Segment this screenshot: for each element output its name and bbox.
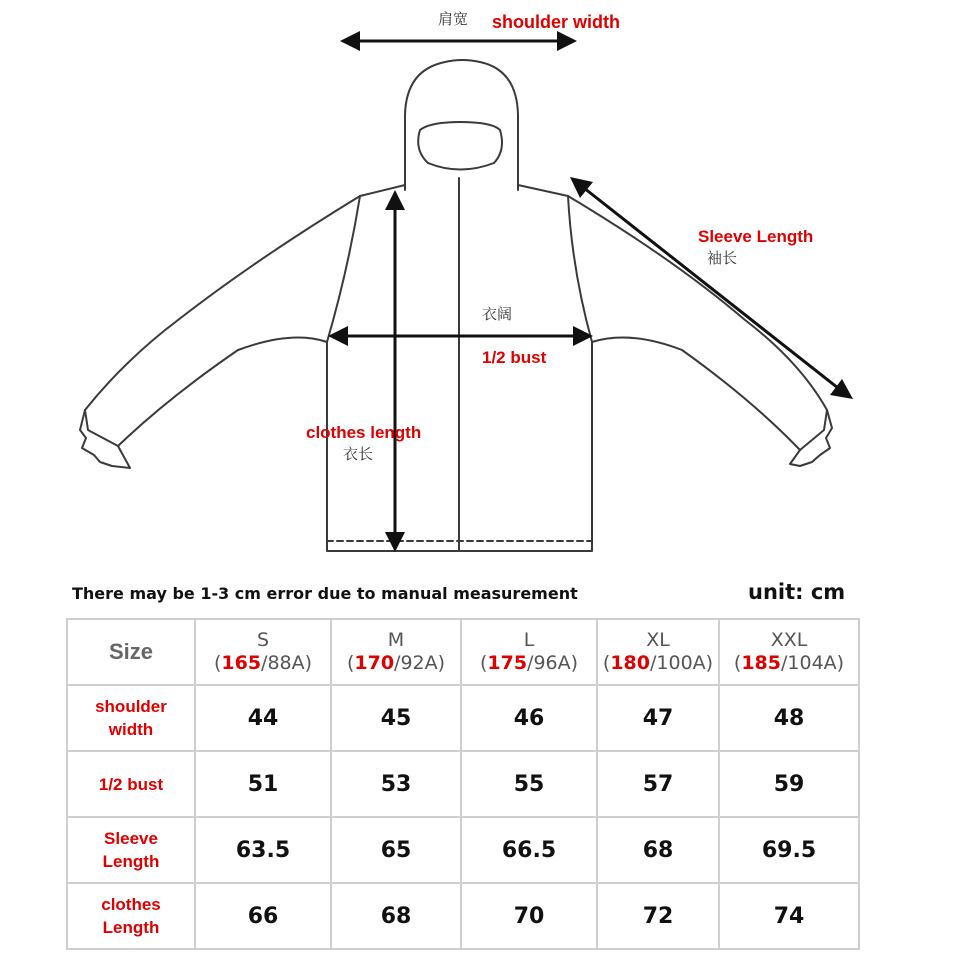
bust-cn-label: 衣阔 bbox=[482, 305, 513, 323]
row-label-clothes-length bbox=[67, 883, 195, 949]
table-cell: 63.5 bbox=[195, 817, 331, 883]
bust-arrowhead-right bbox=[573, 326, 593, 346]
hood-face-opening bbox=[418, 122, 502, 170]
sleeve-arrowhead-top bbox=[570, 177, 593, 198]
table-cell: 68 bbox=[597, 817, 719, 883]
table-cell: 45 bbox=[331, 685, 461, 751]
size-column-xxl bbox=[719, 619, 859, 685]
table-cell: 66 bbox=[195, 883, 331, 949]
table-row bbox=[67, 751, 859, 817]
size-height: 185 bbox=[741, 652, 781, 674]
table-cell: 44 bbox=[195, 685, 331, 751]
size-column-s bbox=[195, 619, 331, 685]
shoulder-width-label: shoulder width bbox=[492, 12, 620, 32]
sleeve-arrowhead-bottom bbox=[830, 379, 853, 399]
size-name: L bbox=[523, 629, 535, 651]
table-cell: 65 bbox=[331, 817, 461, 883]
table-cell: 57 bbox=[597, 751, 719, 817]
size-height: 170 bbox=[354, 652, 395, 674]
left-sleeve-outline bbox=[85, 196, 360, 446]
size-code: (185/104A) bbox=[733, 652, 845, 674]
size-bust-code: /96A) bbox=[527, 652, 579, 674]
shoulder-line-left bbox=[360, 185, 405, 196]
size-name: XXL bbox=[770, 629, 808, 651]
size-height: 180 bbox=[610, 652, 650, 674]
shoulder-line-right bbox=[518, 185, 568, 196]
row-label-line: 1/2 bust bbox=[98, 774, 164, 794]
measurement-error-note: There may be 1-3 cm error due to manual measurement bbox=[72, 584, 578, 603]
size-column-l bbox=[461, 619, 597, 685]
size-code: (180/100A) bbox=[602, 652, 714, 674]
table-cell: 48 bbox=[719, 685, 859, 751]
row-label-line: Length bbox=[102, 852, 160, 871]
sleeve-length-label: Sleeve Length bbox=[698, 227, 814, 246]
size-bust-code: /88A) bbox=[261, 652, 313, 674]
clothes-length-label: clothes length bbox=[306, 423, 422, 442]
table-cell: 74 bbox=[719, 883, 859, 949]
table-cell: 68 bbox=[331, 883, 461, 949]
shoulder-width-cn-label: 肩宽 bbox=[438, 10, 469, 28]
size-code: (170/92A) bbox=[346, 652, 446, 674]
row-label-shoulder-width bbox=[67, 685, 195, 751]
size-bust-code: /100A) bbox=[650, 652, 714, 674]
size-name: M bbox=[387, 629, 405, 651]
table-row bbox=[67, 883, 859, 949]
clothes-length-cn-label: 衣长 bbox=[343, 445, 374, 463]
size-chart-table bbox=[66, 618, 860, 950]
table-cell: 47 bbox=[597, 685, 719, 751]
size-bust-code: /104A) bbox=[781, 652, 845, 674]
hood-outline bbox=[405, 60, 518, 190]
size-header: Size bbox=[67, 619, 195, 685]
row-label-line: clothes bbox=[101, 895, 161, 914]
row-label-line: Length bbox=[102, 918, 160, 937]
table-row bbox=[67, 817, 859, 883]
table-cell: 51 bbox=[195, 751, 331, 817]
bust-label: 1/2 bust bbox=[482, 348, 547, 367]
table-header-row bbox=[67, 619, 859, 685]
table-cell: 70 bbox=[461, 883, 597, 949]
table-cell: 53 bbox=[331, 751, 461, 817]
shoulder-arrowhead-left bbox=[340, 31, 360, 51]
row-label-bust bbox=[67, 751, 195, 817]
table-cell: 69.5 bbox=[719, 817, 859, 883]
shoulder-arrowhead-right bbox=[557, 31, 577, 51]
table-cell: 72 bbox=[597, 883, 719, 949]
row-label-line: width bbox=[108, 720, 154, 739]
table-cell: 66.5 bbox=[461, 817, 597, 883]
row-label-sleeve-length bbox=[67, 817, 195, 883]
size-code: (175/96A) bbox=[479, 652, 579, 674]
size-column-m bbox=[331, 619, 461, 685]
row-label-line: shoulder bbox=[95, 697, 167, 716]
table-cell: 46 bbox=[461, 685, 597, 751]
length-arrowhead-top bbox=[385, 190, 405, 210]
unit-label: unit: cm bbox=[748, 580, 846, 604]
size-name: XL bbox=[646, 629, 670, 651]
size-column-xl bbox=[597, 619, 719, 685]
sleeve-length-arrow bbox=[584, 188, 838, 388]
table-cell: 55 bbox=[461, 751, 597, 817]
size-code: (165/88A) bbox=[213, 652, 313, 674]
sleeve-length-cn-label: 袖长 bbox=[707, 249, 738, 267]
size-height: 175 bbox=[487, 652, 528, 674]
size-height: 165 bbox=[221, 652, 262, 674]
table-cell: 59 bbox=[719, 751, 859, 817]
row-label-line: Sleeve bbox=[104, 829, 158, 848]
size-name: S bbox=[256, 629, 270, 651]
table-row bbox=[67, 685, 859, 751]
size-bust-code: /92A) bbox=[394, 652, 446, 674]
